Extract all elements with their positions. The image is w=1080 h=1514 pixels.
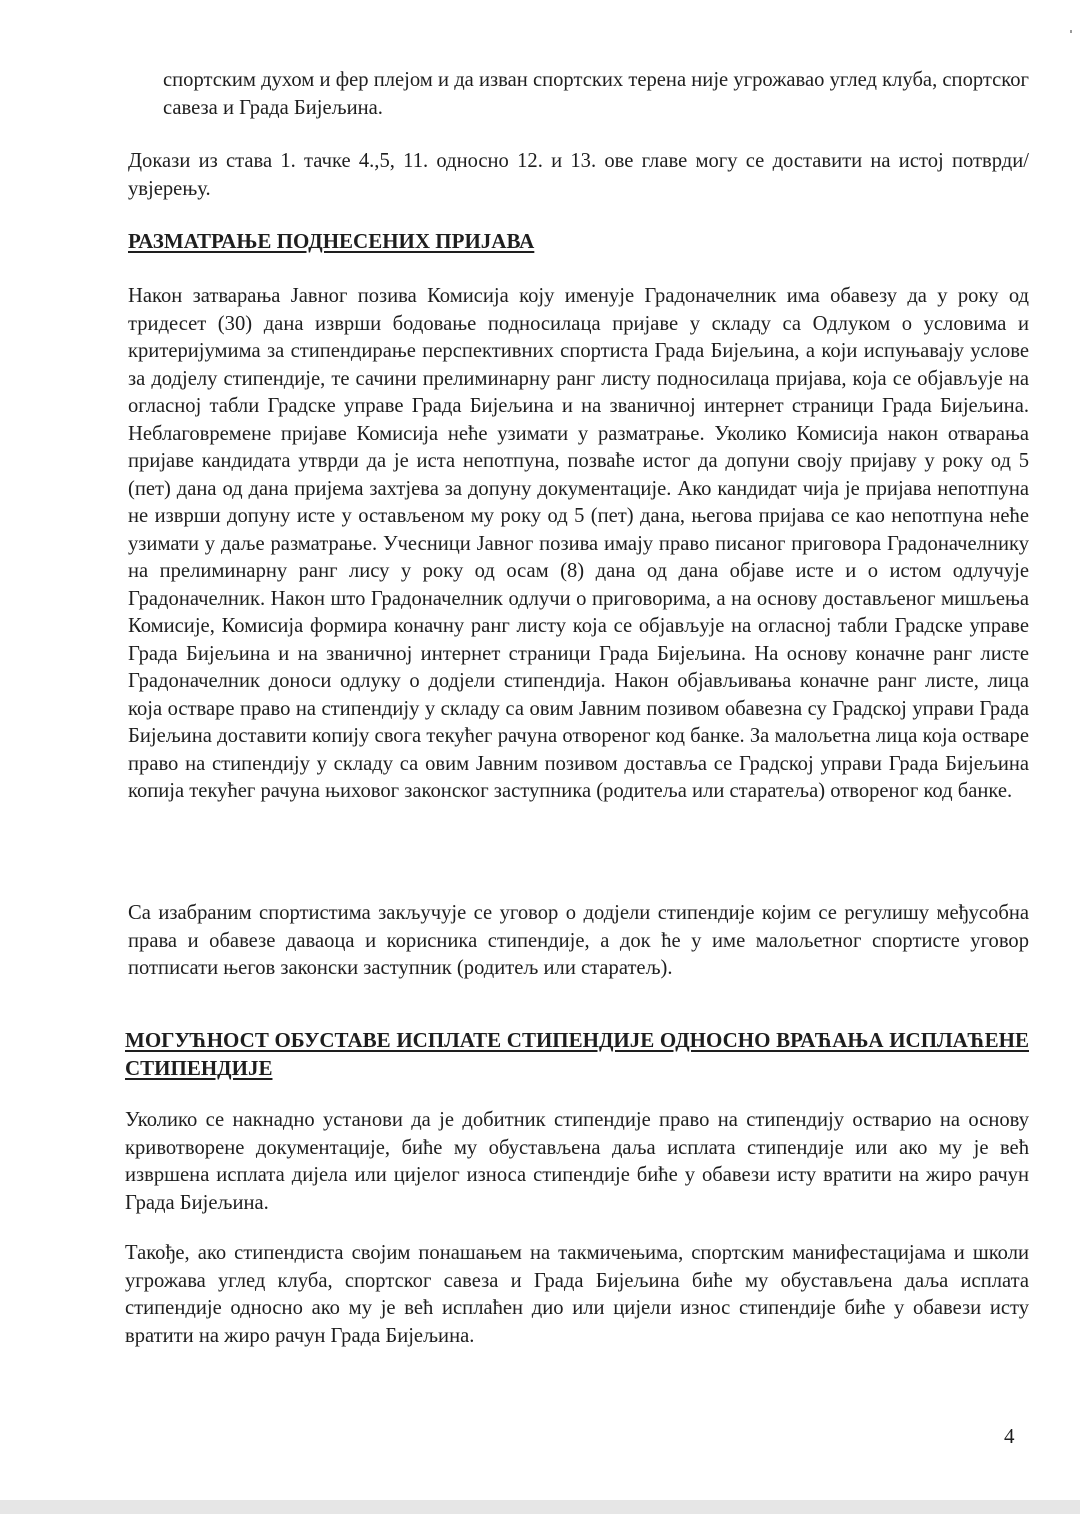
heading-review-applications: РАЗМАТРАЊЕ ПОДНЕСЕНИХ ПРИЈАВА: [128, 229, 535, 253]
paragraph-evidence: Докази из става 1. тачке 4.,5, 11. односно 12. и 13. ове главе могу се доставити на истој потврди/увјерењу.: [128, 150, 1029, 200]
paragraph-forged-documents: Уколико се накнадно установи да је добитник стипендије право на стипендију остварио на основу кривотворене документације, биће му обустављена даља исплата стипендије или ако му је већ извршена исплата дијела или цијелог износа стипендије биће у обавези исту вратити на жиро рачун Града Бијељина.: [125, 1109, 1029, 1214]
paragraph-contract: Са изабраним спортистима закључује се уговор о додјели стипендије којим се регулишу међусобна права и обавезе даваоца и корисника стипендије, а док ће у име малољетног спортисте уговор потписати његов законски заступник (родитељ или старатељ).: [128, 902, 1029, 979]
paragraph-continuation: спортским духом и фер плејом и да изван спортских терена није угрожавао углед клуба, спортског савеза и Града Бијељина.: [163, 69, 1029, 119]
page-number: 4: [1004, 1424, 1015, 1448]
heading-suspension: МОГУЋНОСТ ОБУСТАВЕ ИСПЛАТЕ СТИПЕНДИЈЕ ОДНОСНО ВРАЋАЊА ИСПЛАЋЕНЕ СТИПЕНДИЈЕ: [125, 1028, 1029, 1080]
paragraph-review-procedure: Након затварања Јавног позива Комисија коју именује Градоначелник има обавезу да у року од тридесет (30) дана изврши бодовање подносилаца пријаве у складу са Одлуком о условима и критеријумима за стипендирање перспективних спортиста Града Бијељина, а који испуњавају услове за додјелу стипендије, те сачини прелиминарну ранг листу подносилаца пријава, која се објављује на огласној табли Градске управе Града Бијељина и на званичној интернет страници Града Бијељина. Неблаговремене пријаве Комисија неће узимати у разматрање. Уколико Комисија након отварања пријаве кандидата утврди да је иста непотпуна, позваће истог да допуни своју пријаву у року од 5 (пет) дана од дана пријема захтјева за допуну документације. Ако кандидат чија је пријава непотпуна не изврши допуну исте у остављеном му року од 5 (пет) дана, његова пријава се као непотпуна неће узимати у даље разматрање. Учесници Јавног позива имају право писаног приговора Градоначелнику на прелиминарну ранг лису у року од осам (8) дана од дана објаве исте и о истом одлучује Градоначелник. Након што Градоначелник одлучи о приговорима, а на основу достављеног мишљења Комисије, Комисија формира коначну ранг листу која се објављује на огласној табли Градске управе Града Бијељина и на званичној интернет страници Града Бијељина. На основу коначне ранг листе Градоначелник доноси одлуку о додјели стипендија. Након објављивања коначне ранг листе, лица која остваре право на стипендију у складу са овим Јавним позивом обавезна су Градској управи Града Бијељина доставити копију свога текућег рачуна отвореног код банке. За малољетна лица која остваре право на стипендију у складу са овим Јавним позивом доставља се Градској управи Града Бијељина копија текућег рачуна њиховог законског заступника (родитеља или старатеља) отвореног код банке.: [128, 285, 1029, 802]
paragraph-behavior: Такође, ако стипендиста својим понашањем на такмичењима, спортским манифестацијама и школи угрожава углед клуба, спортског савеза и Града Бијељина биће му обустављена даља исплата стипендије односно ако му је већ исплаћен дио или цијели износ стипендије биће у обавези исту вратити на жиро рачун Града Бијељина.: [125, 1242, 1029, 1347]
scan-bottom-edge: [0, 1500, 1080, 1514]
scan-speck: [1070, 30, 1072, 33]
